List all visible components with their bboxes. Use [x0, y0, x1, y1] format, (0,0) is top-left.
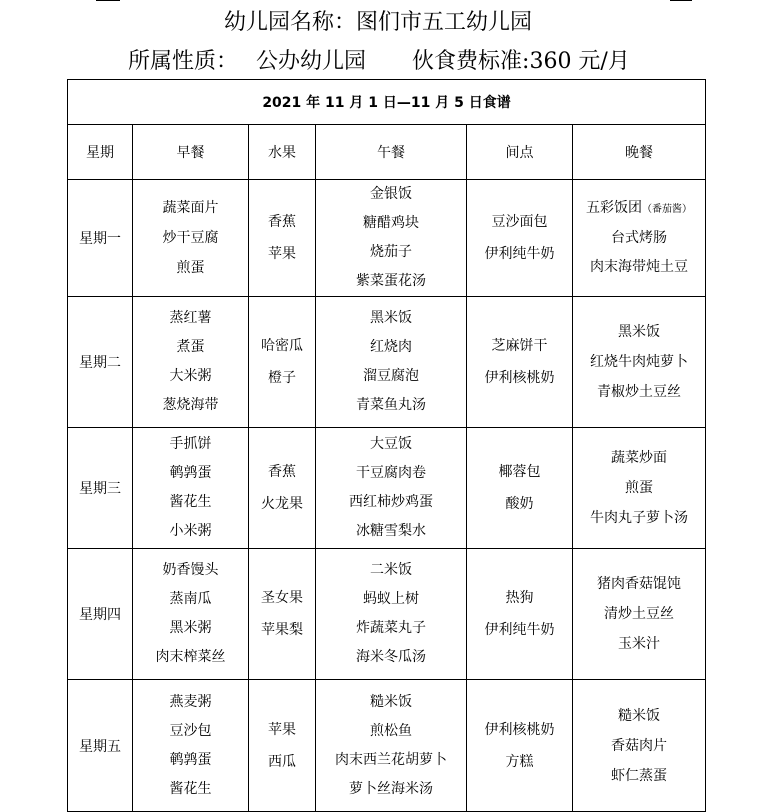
menu-item: 大米粥 — [169, 368, 212, 384]
menu-item: 猪肉香菇馄饨 — [597, 576, 682, 592]
menu-item: 香蕉 — [268, 464, 296, 480]
fruit-cell — [249, 549, 316, 680]
menu-item: 煎蛋 — [625, 480, 654, 496]
menu-item: 炒干豆腐 — [162, 230, 219, 246]
menu-row — [68, 549, 706, 680]
dinner-cell — [573, 680, 706, 812]
top-rule-right — [670, 0, 692, 1]
dinner-cell — [573, 549, 706, 680]
menu-item: 溜豆腐泡 — [363, 368, 419, 384]
menu-item: 苹果 — [268, 721, 296, 738]
menu-item: 虾仁蒸蛋 — [611, 767, 668, 784]
menu-row — [68, 428, 706, 549]
menu-item: 糖醋鸡块 — [363, 215, 419, 231]
snack-cell — [467, 180, 573, 297]
menu-item: 豆沙包 — [169, 722, 212, 739]
breakfast-cell — [133, 297, 249, 428]
menu-row — [68, 680, 706, 812]
column-header-dinner: 晚餐 — [573, 125, 706, 180]
column-header-row — [68, 125, 706, 180]
column-header-day: 星期 — [68, 125, 133, 180]
menu-item: 炸蔬菜丸子 — [356, 620, 426, 636]
menu-item: 伊利核桃奶 — [484, 721, 555, 738]
column-header-fruit: 水果 — [249, 125, 316, 180]
menu-body — [68, 180, 706, 812]
menu-item: 伊利纯牛奶 — [484, 246, 555, 262]
menu-item: 干豆腐肉卷 — [356, 465, 426, 481]
dinner-cell — [573, 428, 706, 549]
menu-item: 蚂蚁上树 — [363, 591, 419, 607]
menu-item: 香蕉 — [268, 214, 296, 230]
breakfast-cell — [133, 180, 249, 297]
kindergarten-name: 幼儿园名称：图们市五工幼儿园 — [224, 10, 533, 35]
fruit-cell — [249, 180, 316, 297]
dinner-cell — [573, 180, 706, 297]
nature-value: 公办幼儿园 — [256, 49, 367, 74]
menu-item: 二米饭 — [370, 562, 412, 578]
menu-item: 葱烧海带 — [162, 397, 219, 413]
weekday-cell: 星期五 — [68, 680, 133, 812]
menu-item: 方糕 — [505, 753, 534, 770]
menu-item: 蔬菜面片 — [162, 200, 219, 216]
snack-cell — [467, 428, 573, 549]
fruit-cell — [249, 297, 316, 428]
menu-item: 煮蛋 — [176, 339, 205, 355]
weekday-cell: 星期一 — [68, 180, 133, 297]
menu-item: 牛肉丸子萝卜汤 — [590, 510, 689, 526]
menu-item: 蔬菜炒面 — [611, 450, 668, 466]
snack-cell — [467, 680, 573, 812]
menu-date-caption: 2021 年 11 月 1 日—11 月 5 日食谱 — [68, 80, 706, 125]
menu-item: 西瓜 — [268, 753, 296, 770]
menu-item: 椰蓉包 — [498, 464, 541, 480]
snack-cell — [467, 549, 573, 680]
weekday-cell: 星期四 — [68, 549, 133, 680]
menu-item: 糙米饭 — [618, 707, 661, 724]
menu-item: （番茄酱） — [642, 204, 693, 215]
menu-item: 圣女果 — [261, 590, 303, 606]
menu-item: 玉米汁 — [618, 636, 661, 652]
menu-item: 芝麻饼干 — [491, 338, 548, 354]
menu-item: 黑米饭 — [370, 310, 412, 326]
menu-item: 酱花生 — [169, 780, 212, 797]
menu-item: 小米粥 — [169, 523, 212, 539]
menu-item: 燕麦粥 — [169, 693, 212, 710]
top-rule-left — [96, 0, 120, 1]
menu-item: 西红柿炒鸡蛋 — [349, 494, 433, 510]
menu-item: 鹌鹑蛋 — [169, 751, 212, 768]
menu-item: 肉末榨菜丝 — [155, 649, 226, 665]
menu-item: 奶香馒头 — [162, 562, 219, 578]
breakfast-cell — [133, 428, 249, 549]
menu-item: 苹果梨 — [261, 622, 303, 638]
menu-item: 酱花生 — [169, 494, 212, 510]
menu-item: 青菜鱼丸汤 — [356, 397, 426, 413]
menu-row — [68, 180, 706, 297]
lunch-cell — [316, 680, 467, 812]
lunch-cell — [316, 549, 467, 680]
menu-item: 热狗 — [505, 590, 534, 606]
breakfast-cell — [133, 549, 249, 680]
menu-item: 冰糖雪梨水 — [356, 523, 426, 539]
menu-item: 青椒炒土豆丝 — [597, 384, 682, 400]
menu-item-group — [586, 194, 692, 224]
fruit-cell — [249, 428, 316, 549]
menu-item: 肉末西兰花胡萝卜 — [335, 751, 447, 768]
menu-item: 大豆饭 — [370, 436, 412, 452]
menu-item: 手抓饼 — [169, 436, 212, 452]
menu-item: 萝卜丝海米汤 — [349, 780, 433, 797]
menu-item: 鹌鹑蛋 — [169, 465, 212, 481]
menu-item: 海米冬瓜汤 — [356, 649, 426, 665]
menu-item: 伊利核桃奶 — [484, 370, 555, 386]
lunch-cell — [316, 180, 467, 297]
menu-item: 糙米饭 — [370, 693, 412, 710]
menu-item: 五彩饭团 — [586, 200, 643, 216]
menu-item: 苹果 — [268, 246, 296, 262]
menu-item: 黑米粥 — [169, 620, 212, 636]
breakfast-cell — [133, 680, 249, 812]
menu-item: 黑米饭 — [618, 324, 661, 340]
menu-item: 台式烤肠 — [611, 230, 668, 246]
menu-item: 蒸红薯 — [169, 310, 212, 326]
weekly-menu-table — [67, 79, 706, 812]
menu-row — [68, 297, 706, 428]
fruit-cell — [249, 680, 316, 812]
column-header-snack: 间点 — [467, 125, 573, 180]
nature-label: 所属性质： — [128, 49, 239, 74]
menu-item: 酸奶 — [505, 496, 534, 512]
lunch-cell — [316, 428, 467, 549]
column-header-breakfast: 早餐 — [133, 125, 249, 180]
menu-item: 肉末海带炖土豆 — [590, 259, 689, 275]
menu-item: 红烧肉 — [370, 339, 412, 355]
menu-item: 火龙果 — [261, 496, 303, 512]
menu-item: 豆沙面包 — [491, 214, 548, 230]
menu-item: 煎松鱼 — [370, 722, 412, 739]
menu-item: 煎蛋 — [176, 260, 205, 276]
menu-item: 烧茄子 — [370, 244, 412, 260]
menu-item: 伊利纯牛奶 — [484, 622, 555, 638]
menu-item: 红烧牛肉炖萝卜 — [590, 354, 689, 370]
dinner-cell — [573, 297, 706, 428]
menu-item: 紫菜蛋花汤 — [356, 273, 426, 289]
meal-fee-standard: 伙食费标准:360 元/月 — [412, 49, 630, 74]
snack-cell — [467, 297, 573, 428]
lunch-cell — [316, 297, 467, 428]
menu-item: 蒸南瓜 — [169, 591, 212, 607]
weekday-cell: 星期二 — [68, 297, 133, 428]
menu-item: 哈密瓜 — [261, 338, 303, 354]
menu-item: 清炒土豆丝 — [604, 606, 675, 622]
weekday-cell: 星期三 — [68, 428, 133, 549]
menu-item: 金银饭 — [370, 186, 412, 202]
kindergarten-meta — [128, 48, 630, 76]
menu-item: 香菇肉片 — [611, 737, 668, 754]
menu-item: 橙子 — [268, 370, 296, 386]
column-header-lunch: 午餐 — [316, 125, 467, 180]
